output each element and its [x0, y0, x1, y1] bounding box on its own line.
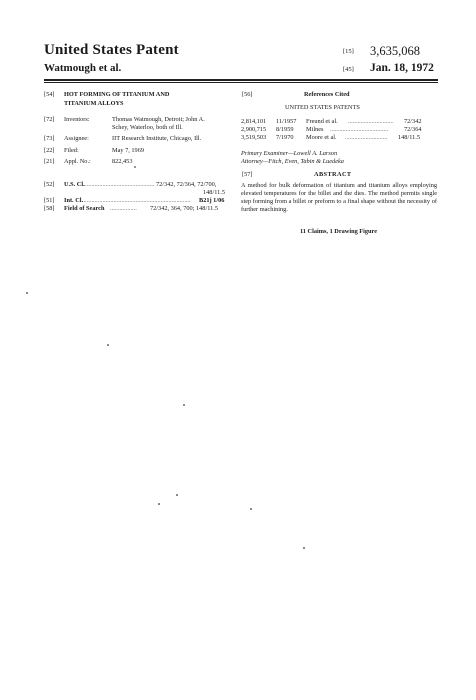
references-heading: References Cited [304, 91, 350, 98]
references-subheading: UNITED STATES PATENTS [285, 104, 360, 111]
patent-date: Jan. 18, 1972 [370, 62, 434, 74]
invention-title-line1: HOT FORMING OF TITANIUM AND [64, 91, 170, 98]
reference-number: 2,814,101 [241, 118, 267, 125]
uscl-leader: .............................................. [82, 181, 155, 188]
inventors-tag: [72] [44, 116, 55, 123]
attorney: Attorney—Fitch, Even, Tabin & Luedeka [241, 158, 344, 165]
filed-tag: [22] [44, 147, 55, 154]
inventors-line1: Thomas Watmough, Detroit; John A. [112, 116, 205, 123]
field-value: 72/342, 364, 700; 148/11.5 [150, 205, 218, 212]
date-tag: [45] [343, 66, 354, 73]
appl-value: 822,453 [112, 158, 133, 165]
appl-label: Appl. No.: [64, 158, 91, 165]
assignee-value: IIT Research Institute, Chicago, Ill. [112, 135, 202, 142]
reference-name: Freund et al. [306, 118, 338, 125]
field-tag: [58] [44, 205, 55, 212]
filed-value: May 7, 1969 [112, 147, 145, 154]
reference-class: 72/342 [404, 118, 422, 125]
uscl-label: U.S. Cl. [64, 181, 85, 188]
header-rule-top [44, 79, 438, 81]
reference-date: 8/1959 [276, 126, 294, 133]
uscl-value-2: 148/11.5 [203, 189, 225, 196]
scan-speck [26, 292, 28, 294]
reference-number: 2,900,715 [241, 126, 267, 133]
reference-class: 72/364 [404, 126, 422, 133]
reference-leader: ............................. [348, 118, 394, 125]
scan-speck [303, 547, 305, 549]
inventor-short: Watmough et al. [44, 62, 122, 74]
scan-speck [134, 166, 136, 168]
field-label: Field of Search [64, 205, 105, 212]
reference-date: 7/1970 [276, 134, 294, 141]
intcl-tag: [51] [44, 197, 55, 204]
references-tag: [56] [242, 91, 253, 98]
abstract-heading: ABSTRACT [314, 171, 352, 178]
scan-speck [158, 503, 160, 505]
reference-name: Moore et al. [306, 134, 337, 141]
inventors-label: Inventors: [64, 116, 90, 123]
appl-tag: [21] [44, 158, 55, 165]
uscl-value: 72/342, 72/364, 72/700, [156, 181, 217, 188]
abstract-tag: [57] [242, 171, 253, 178]
header-rule-bottom [44, 82, 438, 83]
inventors-line2: Schey, Waterloo, both of Ill. [112, 124, 183, 131]
claims-summary: 11 Claims, 1 Drawing Figure [300, 228, 378, 235]
abstract-text: A method for bulk deformation of titanium and titanium alloys employing elevated temperatures for the billet and the dies. The method permits single step forming from a billet or preform to a final shape without the necessity of further machining. [241, 182, 437, 213]
reference-class: 148/11.5 [398, 134, 420, 141]
patent-number-tag: [15] [343, 48, 354, 55]
title-tag: [54] [44, 91, 55, 98]
reference-number: 3,519,503 [241, 134, 267, 141]
field-leader: ................. [110, 205, 137, 212]
reference-date: 11/1957 [276, 118, 297, 125]
scan-speck [250, 508, 252, 510]
assignee-tag: [73] [44, 135, 55, 142]
reference-leader: ........................... [345, 134, 388, 141]
filed-label: Filed: [64, 147, 79, 154]
intcl-leader: ..................................................................... [82, 197, 191, 204]
scan-speck [107, 344, 109, 346]
reference-name: Milnes [306, 126, 324, 133]
reference-leader: ..................................... [330, 126, 389, 133]
scan-speck [183, 404, 185, 406]
primary-examiner: Primary Examiner—Lowell A. Larson [241, 150, 338, 157]
document-title: United States Patent [44, 42, 179, 58]
intcl-label: Int. Cl. [64, 197, 84, 204]
scan-speck [176, 494, 178, 496]
invention-title-line2: TITANIUM ALLOYS [64, 100, 124, 107]
patent-number: 3,635,068 [370, 44, 420, 58]
uscl-tag: [52] [44, 181, 55, 188]
intcl-value: B21j 1/06 [199, 197, 225, 204]
assignee-label: Assignee: [64, 135, 89, 142]
